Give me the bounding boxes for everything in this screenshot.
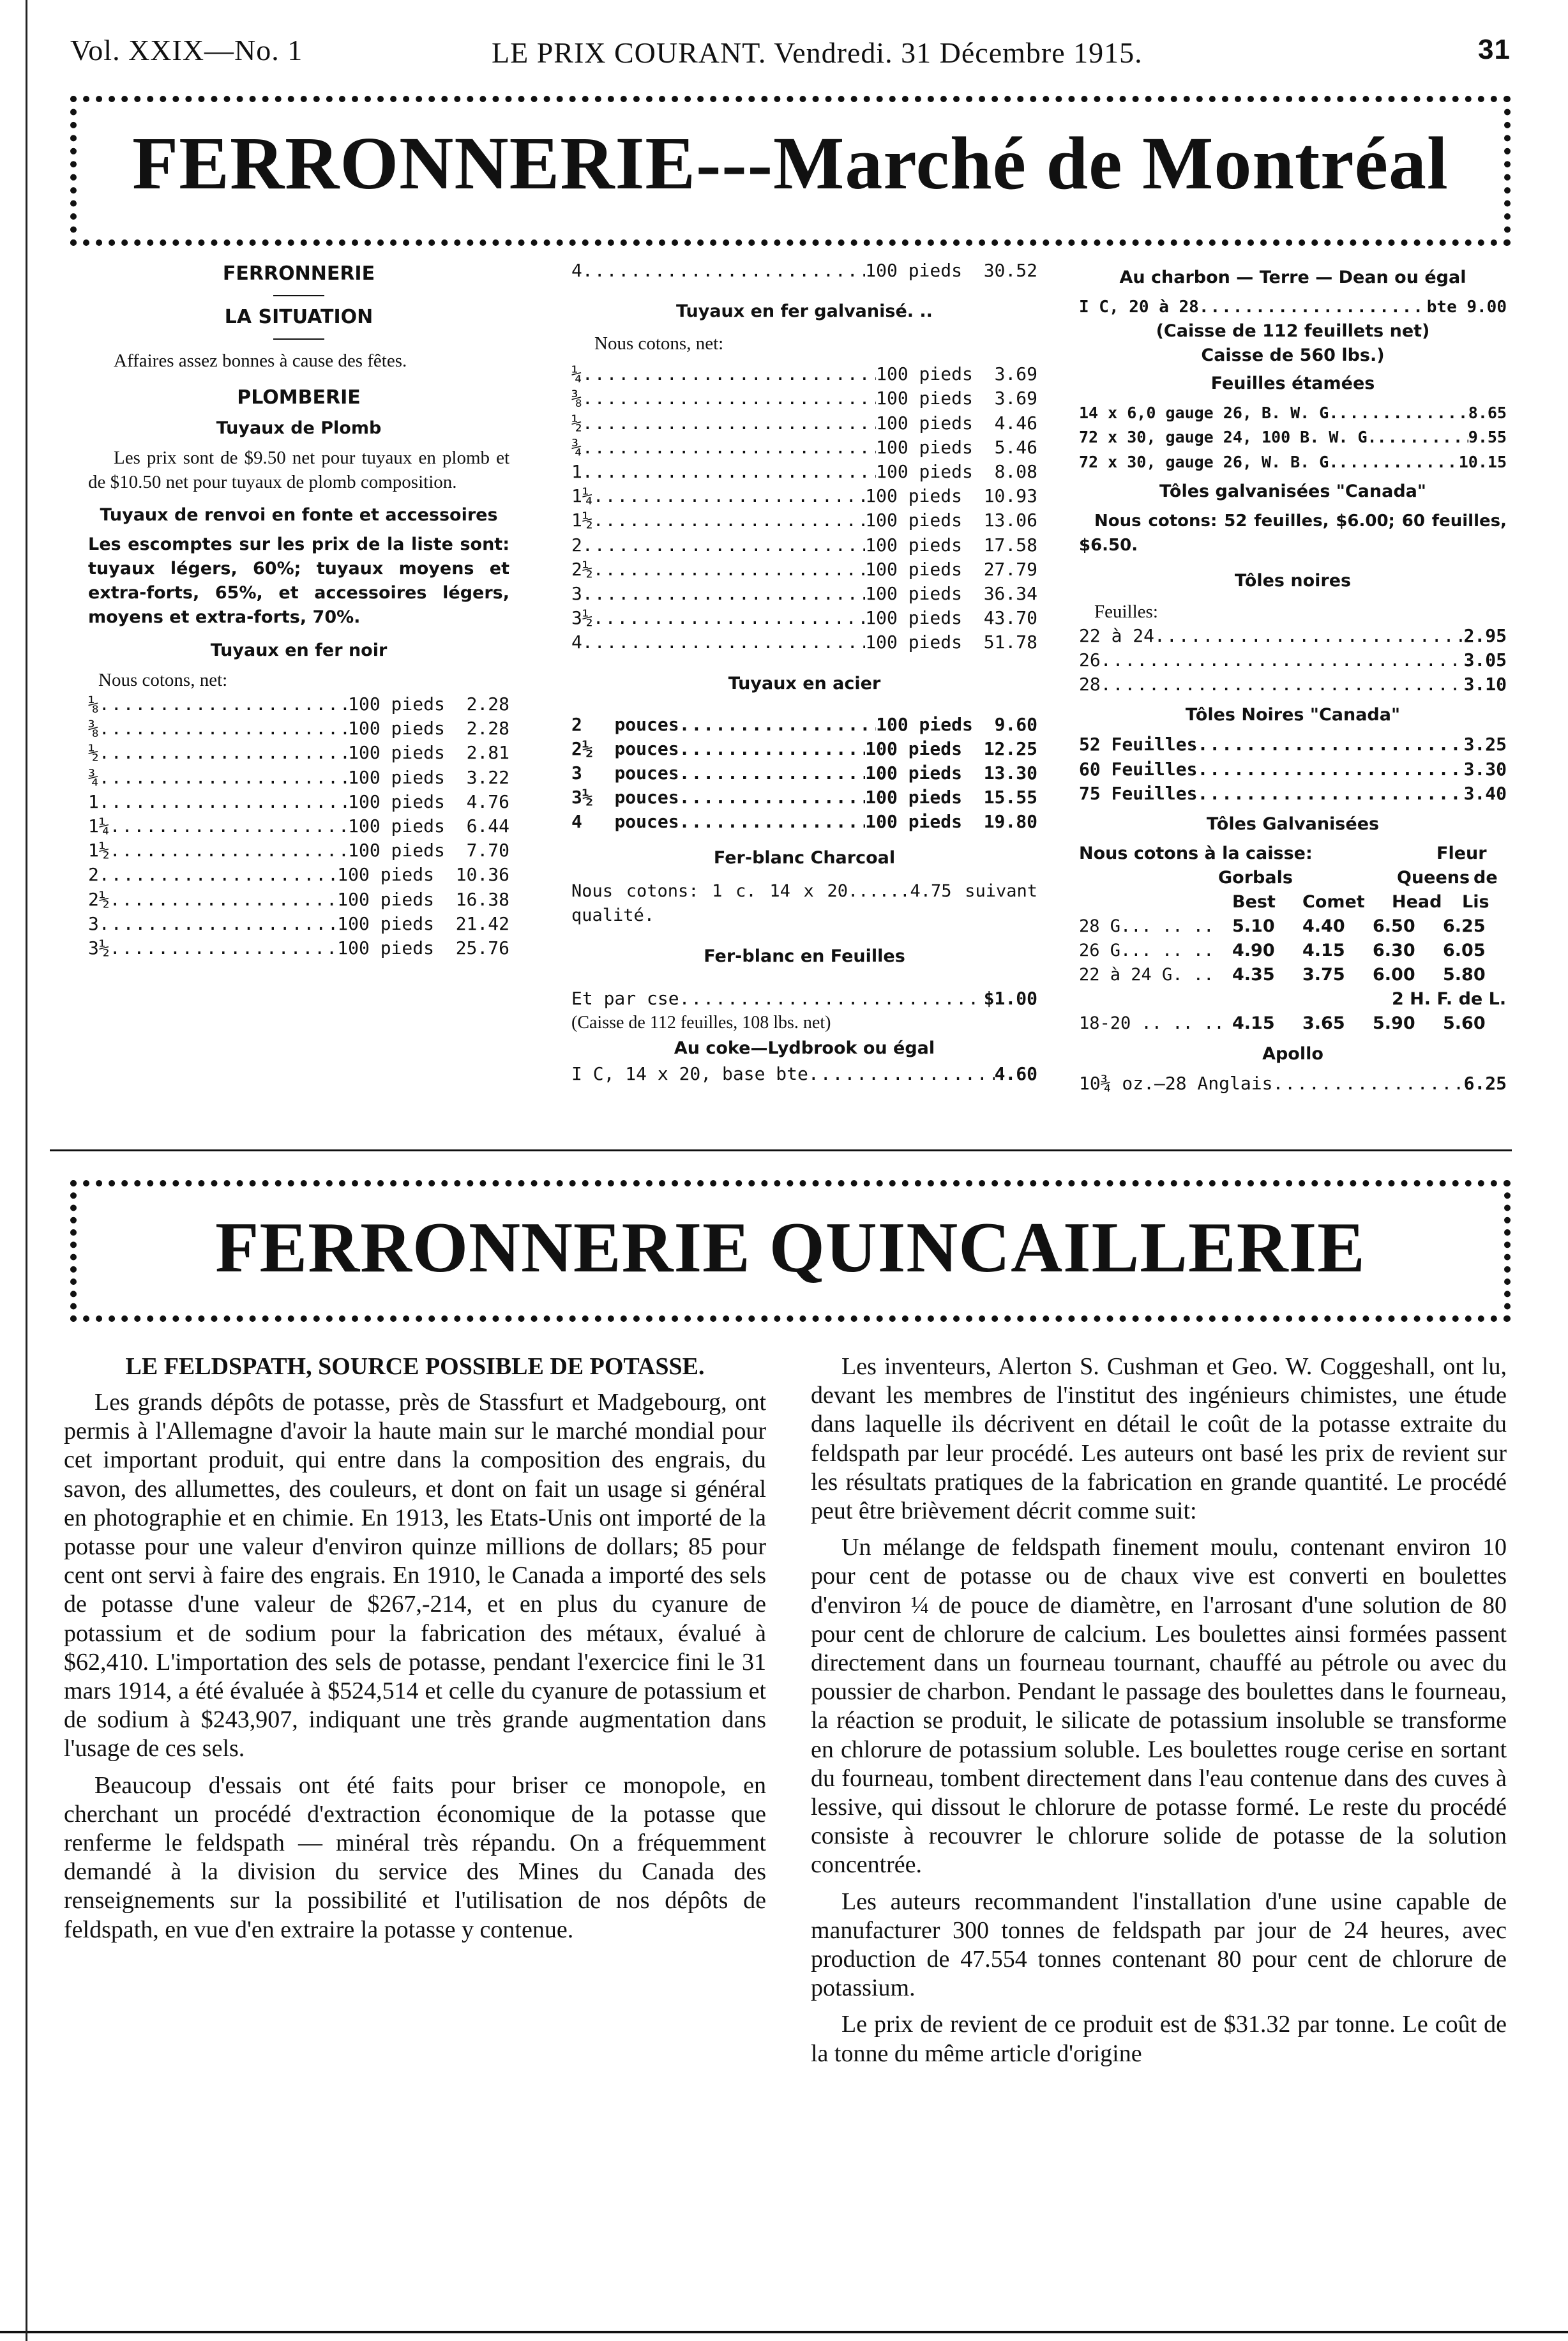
price-row: 3½ ..... 100 pieds 43.70 (571, 606, 1037, 630)
lead-pipe-text: Les prix sont de $9.50 net pour tuyaux en plomb et de $10.50 net pour tuyaux de plomb composition. (88, 448, 509, 492)
price-row: 2½ pouces ..... 100 pieds 12.25 (571, 737, 1037, 761)
article-paragraph: Le prix de revient de ce produit est de $31.32 par tonne. Le coût de la tonne du même article d'origine (811, 2011, 1507, 2067)
table-row: 22 à 24 G. .. 4.35 3.75 6.00 5.80 (1079, 965, 1486, 985)
price-intro: Nous cotons, net: (98, 670, 228, 690)
tinned-sheets-list (1079, 401, 1507, 474)
discount-text: Les escomptes sur les prix de la liste sont: tuyaux légers, 60%; tuyaux moyens et extra-forts, 65%, et accessoires légers, moyens et extra-forts, 70%. (88, 534, 509, 627)
volume-number: Vol. XXIX—No. 1 (70, 33, 303, 66)
situation-text: Affaires assez bonnes à cause des fêtes. (114, 351, 407, 371)
galvanized-pipe-price-list (571, 362, 1037, 655)
price-row: ¼ ..... 100 pieds 3.69 (571, 362, 1037, 386)
table-row: 26 G... .. .. 4.90 4.15 6.30 6.05 (1079, 941, 1486, 961)
subheading: Tuyaux en fer noir (210, 640, 388, 660)
journal-dateline: LE PRIX COURANT. Vendredi. 31 Décembre 1915. (492, 36, 1143, 69)
black-sheets-list (1079, 624, 1507, 697)
price-row: 4 pouces ..... 100 pieds 19.80 (571, 810, 1037, 834)
galvanized-sheets-table (1079, 842, 1507, 1036)
price-row: I C, 20 à 28 ..... bte 9.00 (1079, 295, 1507, 319)
table-header: Best Comet Head Lis (1232, 892, 1489, 913)
price-row: 72 x 30, gauge 26, W. B. G. ..... 10.15 (1079, 450, 1507, 474)
subheading: Feuilles étamées (1210, 374, 1375, 394)
price-note: Caisse de 560 lbs.) (1201, 345, 1385, 366)
price-row: 1¼ ..... 100 pieds 6.44 (88, 814, 509, 838)
market-column-1 (88, 255, 509, 960)
price-row: Et par cse ..... $1.00 (571, 987, 1037, 1011)
page-bottom-rule (0, 2331, 1568, 2333)
subheading: Fer-blanc Charcoal (713, 847, 896, 868)
charcoal-text: Nous cotons: 1 c. 14 x 20......4.75 suivant qualité. (571, 881, 1037, 925)
price-row: 1¼ ..... 100 pieds 10.93 (571, 484, 1037, 508)
price-row: 28 ..... 3.10 (1079, 672, 1507, 697)
section-banner-market: FERRONNERIE---Marché de Montréal (132, 121, 1449, 205)
table-row: 28 G... .. .. 5.10 4.40 6.50 6.25 (1079, 916, 1486, 937)
price-row: ¾ ..... 100 pieds 3.22 (88, 766, 509, 790)
price-row: ¾ ..... 100 pieds 5.46 (571, 436, 1037, 460)
price-row: 3 ..... 100 pieds 21.42 (88, 912, 509, 936)
price-row: 1½ ..... 100 pieds 7.70 (88, 838, 509, 863)
article-paragraph: Les grands dépôts de potasse, près de Stassfurt et Madgebourg, ont permis à l'Allemagne d'avoir la haute main sur le marché mondial pour cet important produit, qui entre dans la composition des engrais, du savon, des allumettes, des couleurs, et dont on fait un usage si général en photographie et en chimie. En 1913, les Etats-Unis ont importé de la potasse pour une valeur d'environ quinze millions de dollars; 85 pour cent ont servi à faire des engrais. En 1910, le Canada a importé des sels de potasse d'une valeur de $267,-214, et en plus du cyanure de potassium et de sodium pour la fabrication des métaux, évalué à $62,410. L'importation des sels de potasse, pendant l'exercice fini le 31 mars 1914, a été évaluée à $524,514 et celle du cyanure de potassium et de sodium à $243,907, indiquant une très grande augmentation dans l'usage de ces sels. (64, 1389, 766, 1762)
section-heading: FERRONNERIE (222, 262, 375, 285)
section-rule (50, 1149, 1512, 1151)
section-banner-hardware: FERRONNERIE QUINCAILLERIE (215, 1208, 1366, 1287)
price-row: 72 x 30, gauge 24, 100 B. W. G. ..... 9.55 (1079, 425, 1507, 450)
subheading: Au charbon — Terre — Dean ou égal (1119, 268, 1466, 287)
subheading: Apollo (1262, 1044, 1323, 1064)
market-column-2 (571, 259, 1037, 1086)
price-row: 3 pouces ..... 100 pieds 13.30 (571, 761, 1037, 785)
price-row: 2 ..... 100 pieds 17.58 (571, 533, 1037, 557)
price-row: 4 ..... 100 pieds 30.52 (571, 259, 1037, 283)
table-header: Nous cotons à la caisse: Fleur (1079, 844, 1487, 864)
price-row: ½ ..... 100 pieds 2.81 (88, 741, 509, 765)
subheading: Tôles galvanisées "Canada" (1159, 481, 1426, 501)
price-row: 1½ ..... 100 pieds 13.06 (571, 508, 1037, 533)
table-row: 18-20 .. .. .. 4.15 3.65 5.90 5.60 (1079, 1013, 1486, 1034)
article-column-right (811, 1352, 1507, 2076)
subheading: Au coke—Lydbrook ou égal (674, 1038, 935, 1058)
price-row: 1 ..... 100 pieds 4.76 (88, 790, 509, 814)
banner-border-bottom (70, 1180, 1511, 1322)
subheading: Tuyaux de Plomb (216, 418, 382, 438)
price-intro: Feuilles: (1094, 601, 1158, 622)
price-row: 1 ..... 100 pieds 8.08 (571, 460, 1037, 484)
market-column-3 (1079, 262, 1507, 1096)
article-column-left (64, 1352, 766, 1952)
subheading: Tôles noires (1234, 570, 1352, 591)
price-row: 3½ ..... 100 pieds 25.76 (88, 936, 509, 960)
steel-pipe-price-list (571, 713, 1037, 835)
price-row: ⅛ ..... 100 pieds 2.28 (88, 692, 509, 716)
price-row: 26 ..... 3.05 (1079, 648, 1507, 672)
price-row: 3½ pouces ..... 100 pieds 15.55 (571, 785, 1037, 810)
price-row: ⅜ ..... 100 pieds 2.28 (88, 716, 509, 741)
price-note: (Caisse de 112 feuillets net) (1156, 321, 1430, 342)
price-row: 4 ..... 100 pieds 51.78 (571, 630, 1037, 655)
banner-border-top (70, 96, 1511, 246)
page-number: 31 (1478, 34, 1511, 65)
price-row: 2½ ..... 100 pieds 27.79 (571, 557, 1037, 582)
page-left-edge (26, 0, 27, 2341)
price-row: 75 Feuilles ..... 3.40 (1079, 782, 1507, 806)
price-row: 14 x 6,0 gauge 26, B. W. G. ..... 8.65 (1079, 401, 1507, 425)
canada-black-sheets-list (1079, 732, 1507, 806)
article-paragraph: Les auteurs recommandent l'installation d'une usine capable de manufacturer 300 tonnes de feldspath par jour de 24 heures, avec production de 47.554 tonnes contenant 80 pour cent de chlorure de potassium. (811, 1888, 1507, 2002)
article-paragraph: Un mélange de feldspath finement moulu, contenant environ 10 pour cent de potasse ou de chaux vive est converti en boulettes d'environ ¼ de pouce de diamètre, en l'arrosant d'une solution de 80 pour cent de chlorure de calcium. Les boulettes ainsi formées passent directement dans un fourneau tournant, chauffé au pétrole ou avec du poussier de charbon. Pendant le passage des boulettes dans le fourneau, la réaction se produit, le silicate de potassium insoluble se transforme en chlorure de potassium soluble. Les boulettes rouge cerise en sortant du fourneau, tombent directement dans l'eau contenue dans des cuves à lessive, qui dissout le chlorure de potasse formé. Le reste du procédé consiste à recouvrer le chlorure solide de potasse de la solution concentrée. (811, 1534, 1507, 1879)
price-row: 22 à 24 ..... 2.95 (1079, 624, 1507, 648)
price-row: ½ ..... 100 pieds 4.46 (571, 411, 1037, 436)
table-subheader: 2 H. F. de L. (1392, 989, 1507, 1010)
price-row: 10¾ oz.—28 Anglais ..... 6.25 (1079, 1072, 1507, 1096)
running-header (70, 24, 1511, 75)
price-row: 60 Feuilles ..... 3.30 (1079, 757, 1507, 782)
subheading: Tuyaux en acier (728, 673, 881, 693)
divider (273, 338, 324, 340)
article-paragraph: Les inventeurs, Alerton S. Cushman et Geo. W. Coggeshall, ont lu, devant les membres de l'institut des ingénieurs chimistes, une étude dans laquelle ils décrivent en détail le coût de la potasse extraite du feldspath par leur procédé. Les auteurs ont basé les prix de revient sur les résultats pratiques de la fabrication en grande quantité. Le procédé peut être brièvement décrit comme suit: (811, 1353, 1507, 1525)
price-row: 2 ..... 100 pieds 10.36 (88, 863, 509, 887)
article-title: LE FELDSPATH, SOURCE POSSIBLE DE POTASSE. (125, 1353, 705, 1380)
price-text: Nous cotons: 52 feuilles, $6.00; 60 feuilles, $6.50. (1079, 511, 1507, 555)
price-row: ⅜ ..... 100 pieds 3.69 (571, 386, 1037, 411)
subheading: Fer-blanc en Feuilles (704, 946, 905, 966)
price-intro: Nous cotons, net: (594, 333, 724, 354)
article-paragraph: Beaucoup d'essais ont été faits pour briser ce monopole, en cherchant un procédé d'extraction économique de la potasse que renferme le feldspath — minéral très répandu. On a fréquemment demandé à la division du service des Mines du Canada des renseignements sur la possibilité et l'utilisation de nos dépôts de feldspath, en vue d'en extraire la potasse y contenue. (64, 1771, 766, 1943)
price-note: (Caisse de 112 feuilles, 108 lbs. net) (571, 1012, 831, 1033)
section-heading: LA SITUATION (224, 306, 373, 328)
subheading: Tôles Galvanisées (1206, 814, 1380, 835)
divider (273, 295, 324, 296)
table-header: Gorbals Queens de (1218, 868, 1498, 888)
price-row: I C, 14 x 20, base bte ..... 4.60 (571, 1062, 1037, 1086)
price-row: 2½ ..... 100 pieds 16.38 (88, 888, 509, 912)
price-row: 52 Feuilles ..... 3.25 (1079, 732, 1507, 757)
subheading: Tuyaux en fer galvanisé. .. (676, 301, 933, 322)
subheading: Tôles Noires "Canada" (1185, 705, 1401, 725)
price-row: 3 ..... 100 pieds 36.34 (571, 582, 1037, 606)
black-pipe-price-list (88, 692, 509, 960)
section-heading: PLOMBERIE (237, 386, 361, 409)
subheading: Tuyaux de renvoi en fonte et accessoires (100, 505, 498, 525)
price-row: 2 pouces ..... 100 pieds 9.60 (571, 713, 1037, 737)
